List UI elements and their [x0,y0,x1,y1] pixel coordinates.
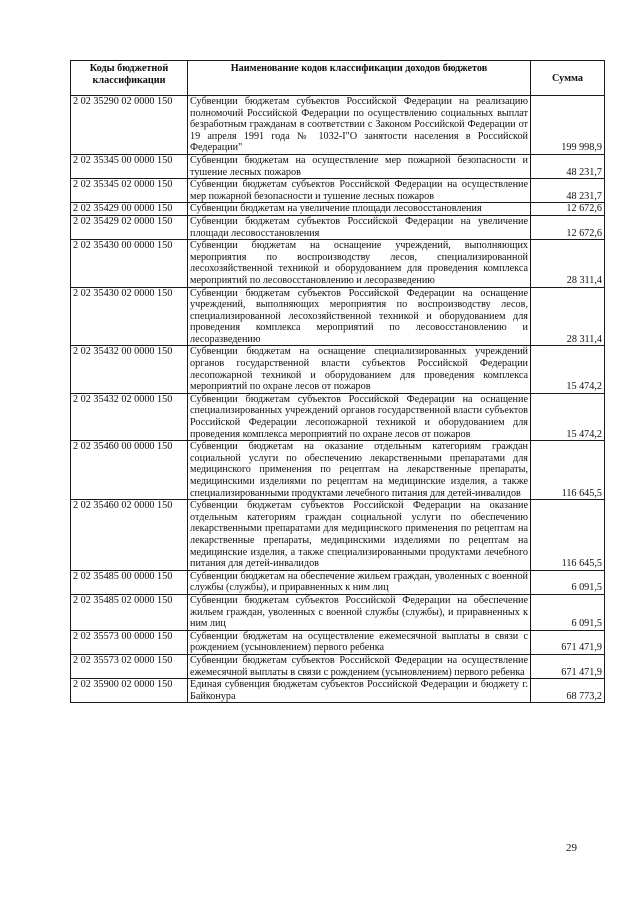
amount-cell: 48 231,7 [531,179,605,203]
budget-code-cell: 2 02 35460 02 0000 150 [71,500,188,571]
amount-cell: 28 311,4 [531,287,605,346]
table-row [71,441,605,500]
table-row [71,287,605,346]
income-name-cell: Субвенции бюджетам на оказание отдельным категориям граждан социальной услуги по обеспечению лекарственными препаратами для медицинского применения по рецептам на лекарственные препараты, медицинскими изделиями по рецептам на медицинские изделия, а также специализированными продуктами лечебного питания для детей-инвалидов [188,441,531,500]
amount-cell: 48 231,7 [531,154,605,178]
income-name-cell: Субвенции бюджетам субъектов Российской Федерации на осуществление мер пожарной безопасности и тушение лесных пожаров [188,179,531,203]
budget-code-cell: 2 02 35573 02 0000 150 [71,654,188,678]
table-row [71,570,605,594]
budget-code-cell: 2 02 35485 02 0000 150 [71,594,188,630]
budget-code-cell: 2 02 35900 02 0000 150 [71,679,188,703]
header-name: Наименование кодов классификации доходов бюджетов [188,61,531,96]
income-name-cell: Субвенции бюджетам на обеспечение жильем граждан, уволенных с военной службы (службы), и приравненных к ним лиц [188,570,531,594]
income-name-cell: Субвенции бюджетам субъектов Российской Федерации на осуществление ежемесячной выплаты в связи с рождением (усыновлением) первого ребенка [188,654,531,678]
table-row [71,679,605,703]
amount-cell: 671 471,9 [531,630,605,654]
income-name-cell: Субвенции бюджетам на оснащение специализированных учреждений органов государственной власти субъектов Российской Федерации лесопожарной техникой и оборудованием для проведения комплекса мероприятий по охране лесов от пожаров [188,346,531,393]
table-row [71,215,605,239]
table-row [71,203,605,216]
table-row [71,179,605,203]
budget-code-cell: 2 02 35430 00 0000 150 [71,240,188,287]
income-name-cell: Субвенции бюджетам на осуществление мер пожарной безопасности и тушение лесных пожаров [188,154,531,178]
table-row [71,393,605,440]
amount-cell: 199 998,9 [531,96,605,155]
table-body [71,96,605,703]
income-name-cell: Субвенции бюджетам субъектов Российской Федерации на оснащение специализированных учреждений органов государственной власти субъектов Российской Федерации лесопожарной техникой и оборудованием для проведения комплекса мероприятий по охране лесов от пожаров [188,393,531,440]
amount-cell: 116 645,5 [531,500,605,571]
budget-code-cell: 2 02 35345 00 0000 150 [71,154,188,178]
income-name-cell: Субвенции бюджетам на осуществление ежемесячной выплаты в связи с рождением (усыновлением) первого ребенка [188,630,531,654]
amount-cell: 15 474,2 [531,346,605,393]
amount-cell: 671 471,9 [531,654,605,678]
income-name-cell: Субвенции бюджетам субъектов Российской Федерации на оказание отдельным категориям граждан социальной услуги по обеспечению лекарственными препаратами для медицинского применения по рецептам на лекарственные препараты, медицинскими изделиями по рецептам на медицинские изделия, а также специализированными продуктами лечебного питания для детей-инвалидов [188,500,531,571]
income-name-cell: Субвенции бюджетам субъектов Российской Федерации на обеспечение жильем граждан, уволенных с военной службы (службы), и приравненных к ним лиц [188,594,531,630]
income-name-cell: Субвенции бюджетам на оснащение учреждений, выполняющих мероприятия по воспроизводству лесов, специализированной лесохозяйственной техникой и оборудованием для проведения комплекса мероприятий по лесовосстановлению и лесоразведению [188,240,531,287]
table-header-row [71,61,605,96]
header-code: Коды бюджетной классификации [71,61,188,96]
budget-code-cell: 2 02 35432 00 0000 150 [71,346,188,393]
table-row [71,96,605,155]
budget-code-cell: 2 02 35573 00 0000 150 [71,630,188,654]
table-row [71,154,605,178]
amount-cell: 15 474,2 [531,393,605,440]
amount-cell: 6 091,5 [531,570,605,594]
table-row [71,594,605,630]
budget-code-cell: 2 02 35345 02 0000 150 [71,179,188,203]
amount-cell: 6 091,5 [531,594,605,630]
budget-code-cell: 2 02 35432 02 0000 150 [71,393,188,440]
amount-cell: 116 645,5 [531,441,605,500]
budget-code-cell: 2 02 35429 00 0000 150 [71,203,188,216]
budget-code-cell: 2 02 35485 00 0000 150 [71,570,188,594]
budget-code-cell: 2 02 35290 02 0000 150 [71,96,188,155]
amount-cell: 68 773,2 [531,679,605,703]
table-row [71,240,605,287]
header-amount: Сумма [531,61,605,96]
amount-cell: 12 672,6 [531,215,605,239]
budget-code-cell: 2 02 35430 02 0000 150 [71,287,188,346]
budget-code-cell: 2 02 35429 02 0000 150 [71,215,188,239]
amount-cell: 28 311,4 [531,240,605,287]
income-name-cell: Субвенции бюджетам субъектов Российской Федерации на реализацию полномочий Российской Федерации по осуществлению социальных выплат безработным гражданам в соответствии с Законом Российской Федерации от 19 апреля 1991 года № 1032-I"О занятости населения в Российской Федерации" [188,96,531,155]
table-row [71,500,605,571]
table-row [71,346,605,393]
income-name-cell: Субвенции бюджетам субъектов Российской Федерации на увеличение площади лесовосстановления [188,215,531,239]
budget-code-cell: 2 02 35460 00 0000 150 [71,441,188,500]
page-number: 29 [566,842,577,854]
budget-classification-table [70,60,605,703]
table-row [71,654,605,678]
table-row [71,630,605,654]
income-name-cell: Единая субвенция бюджетам субъектов Российской Федерации и бюджету г. Байконура [188,679,531,703]
income-name-cell: Субвенции бюджетам субъектов Российской Федерации на оснащение учреждений, выполняющих мероприятия по воспроизводству лесов, специализированной лесохозяйственной техникой и оборудованием для проведения комплекса мероприятий по лесовосстановлению и лесоразведению [188,287,531,346]
income-name-cell: Субвенции бюджетам на увеличение площади лесовосстановления [188,203,531,216]
amount-cell: 12 672,6 [531,203,605,216]
